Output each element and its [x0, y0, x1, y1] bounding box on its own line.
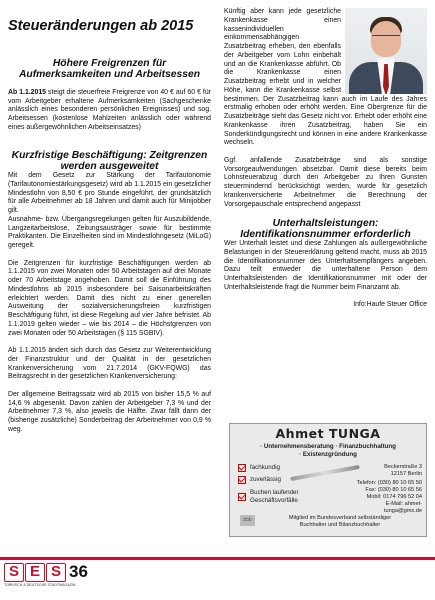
footer-divider — [0, 557, 435, 560]
check-item — [238, 464, 318, 472]
author-photo — [345, 8, 427, 94]
ad-email[interactable]: E-Mail: ahmet-tunga@gmx.de — [383, 501, 422, 514]
page-number: 36 — [69, 562, 88, 581]
left-column — [8, 58, 211, 435]
ad-mobile[interactable]: Mobil: 0174 796 52 04 — [366, 494, 422, 500]
ad-city: 12157 Berlin — [390, 471, 422, 477]
association-logo: bbb — [240, 515, 255, 526]
ad-name: Ahmet TUNGA — [275, 426, 381, 441]
check-item — [238, 489, 318, 506]
advertisement-tunga[interactable] — [229, 423, 427, 537]
ad-contact — [348, 464, 422, 515]
ad-services-line: · Unternehmensberatung · Finanzbuchhaltung — [260, 443, 396, 450]
ad-services-line: · Existenzgründung — [299, 451, 357, 458]
magazine-logo — [4, 563, 97, 589]
section-heading-freigrenzen: Höhere Freigrenzen für Aufmerksamkeiten und Arbeitsessen — [18, 58, 201, 80]
paragraph-body: steigt die steuerfreie Freigrenze von 40 € auf 60 € für vom Arbeitgeber erhaltene Aufmerksamkeiten (Sachgeschenke anlässlich eines besonderen persönlichen Ereignisses) und sog. Arbeitsessen (kostenlose Mahlzeiten anlässlich oder während eines außergewöhnlichen Arbeitseinsatzes) — [8, 88, 211, 131]
ad-fax: Fax: (030) 80 10 65 56 — [365, 487, 422, 493]
ad-address: Beckerstraße 3 — [384, 464, 422, 470]
checkmark-icon — [238, 464, 246, 472]
paragraph-lead-date: Ab 1.1.2015 — [8, 88, 47, 96]
paragraph-vorsorge: Ggf. anfallende Zusatzbeiträge sind als sonstige Vorsorgeaufwendungen absetzbar. Damit diese bereits beim Lohnsteuerabzug durch den Arbeitgeber zu Ihren Gunsten steuermindernd berücksichtigt werden, wurde für gesetzlich krankenversicherte Arbeitnehmer die Berechnung der Vorsorgepauschale entsprechend angepasst — [224, 156, 427, 208]
ad-phone[interactable]: Telefon: (030) 80 10 65 50 — [356, 480, 422, 486]
paragraph-freigrenzen — [8, 89, 211, 133]
ad-services — [230, 443, 426, 459]
logo-subtitle: TÜRKISCH & DEUTSCHE STADTMAGAZIN — [4, 583, 76, 587]
source-note: Info:Haufe Steuer Office — [353, 301, 427, 309]
right-column — [224, 8, 427, 310]
paragraph-beitragssatz: Der allgemeine Beitragssatz wird ab 2015 von bisher 15,5 % auf 14,6 % abgesenkt. Davon zahlen der Arbeitgeber 7,3 % und der Arbeitnehmer 7,3 %, also jeweils die Hälfte. Zwar fällt dann der (bisherige zusätzliche) Sonderbeitrag der Arbeitnehmer von 0,9 % weg. — [8, 390, 211, 433]
paragraph-ausnahmen: Ausnahme- bzw. Übergangsregelungen gelten für Auszubildende, Langzeitarbeitslose, Zeitungsausträger sowie für bestimmte Praktikanten. Die Einzelheiten sind im Mindestlohngesetz (MiLoG) geregelt. — [8, 215, 211, 249]
ad-footer — [258, 515, 422, 529]
logo-letter: S — [46, 563, 66, 582]
paragraph-mindestlohn: Mit dem Gesetz zur Stärkung der Tarifautonomie (Tarifautonomiestärkungsgesetz) wird ab 1.1.2015 ein gesetzlicher Mindestlohn von 8,50 € pro Stunde eingeführt, der grundsätzlich für alle Arbeitnehmer ab 18 Jahren und damit auch für Minijobber gilt. — [8, 172, 211, 214]
logo-letter: E — [25, 563, 45, 582]
checkmark-icon — [238, 476, 246, 484]
checkmark-icon — [238, 493, 246, 501]
check-label: Buchen laufender Geschäftsvorfälle — [250, 488, 299, 504]
paragraph-zeitgrenzen: Die Zeitgrenzen für kurzfristige Beschäftigungen werden ab 1.1.2015 von zwei Monaten oder 50 Arbeitstagen auf drei Monate oder 70 Arbeitstage angehoben. Damit soll die Einführung des Mindestlohns ab 2015 insbesondere bei Saisonarbeitskräften erleichtert werden. Damit dies nicht zu einer generellen Ausweitung der sozialversicherungsfreien kurzfristigen Beschäftigung führt, ist diese Regelung auf vier Jahre befristet. Ab 1.1.2019 gelten wieder – wie bis 2014 – die Höchstgrenzen von zwei Monaten oder 50 Arbeitstagen (§ 115 SGBIV). — [8, 259, 211, 337]
paragraph-zusatzbeitrag: Künftig aber kann jede gesetzliche Krankenkasse einen kassenindividuellen einkommensabhängigen Zusatzbeitrag erheben, den ebenfalls der Arbeitgeber vom Lohn einbehält und an die Krankenkasse abführt. Ob die Krankenkasse einen Zusatzbeitrag erhebt und in welcher Höhe, kann die Krankenkasse selbst bestimmen. Der Zusatzbeitrag kann auch im Laufe des Jahres erstmalig erhoben oder erhöht werden. Eine Obergrenze für die Zusatzbeiträge sieht das Gesetz nicht vor. Erhebt oder erhöht eine Krankenkasse ihren Zusatzbeitrag, haben Sie ein Sonderkündigungsrecht und können in eine andere Krankenkasse wechseln. — [224, 8, 427, 147]
check-label: zuverlässig — [250, 476, 281, 484]
section-heading-unterhalt: Unterhaltsleistungen: Identifikationsnummer erforderlich — [240, 218, 411, 240]
page-title: Steueränderungen ab 2015 — [8, 18, 194, 34]
ad-footer-line: Buchhalter und Bilanzbuchhalter — [299, 522, 381, 528]
paragraph-unterhalt: Wer Unterhalt leistet und diese Zahlungen als außergewöhnliche Belastungen in der Steuererklärung geltend macht, muss ab 2015 die Identifikationsnummer des Unterhaltsempfängers angeben. Dazu teilt entweder die unterhaltene Person dem Unterhaltsleistenden die Identifikationsnummer mit oder der Unterhaltsleistende fragt die Nummer beim Finanzamt ab. — [224, 240, 427, 291]
ad-checklist — [238, 464, 318, 505]
paragraph-gkv: Ab 1.1.2015 ändert sich durch das Gesetz zur Weiterentwicklung der Finanzstruktur und der Qualität in der gesetzlichen Krankenversicherung vom 21.7.2014 (GKV-FQWG) das Beitragsrecht in der gesetzlichen Krankenversicherung: — [8, 347, 211, 381]
check-item — [238, 476, 318, 484]
logo-letter: S — [4, 563, 24, 582]
ad-footer-line: Mitglied im Bundesverband selbständiger — [288, 515, 392, 521]
section-heading-beschaeftigung: Kurzfristige Beschäftigung: Zeitgrenzen werden ausgeweitet — [11, 150, 208, 172]
check-label: fachkundig — [250, 464, 280, 471]
